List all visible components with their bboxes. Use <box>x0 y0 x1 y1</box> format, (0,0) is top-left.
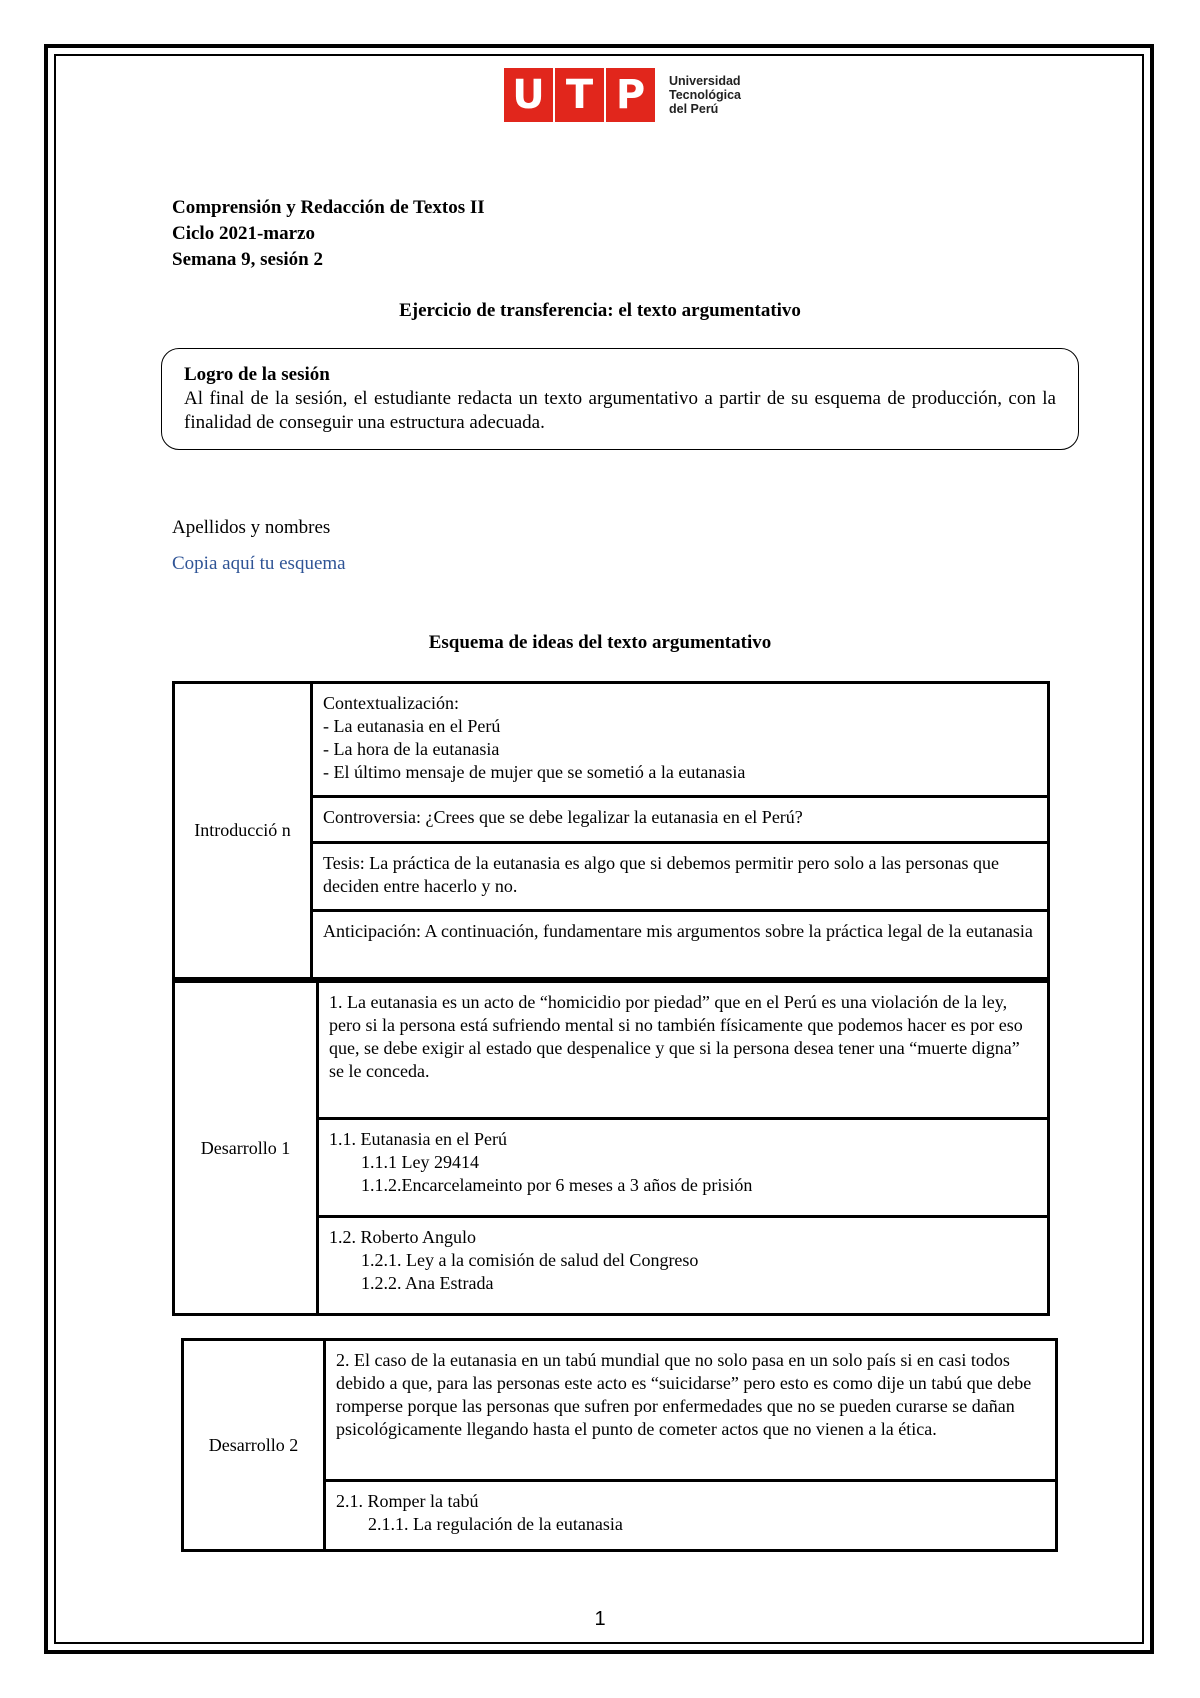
development1-sub2-title: 1.2. Roberto Angulo <box>329 1227 476 1247</box>
session-goal-box <box>161 348 1079 450</box>
development1-sub1-item: 1.1.1 Ley 29414 <box>361 1152 479 1172</box>
student-name-label: Apellidos y nombres <box>172 517 331 538</box>
development1-sub1 <box>318 1119 1049 1217</box>
introduction-label: Introducció n <box>174 683 312 979</box>
logo-line-1: Universidad <box>669 74 741 88</box>
utp-logo <box>504 68 741 122</box>
thesis-cell: Tesis: La práctica de la eutanasia es algo que si debemos permitir pero solo a las personas que deciden entre hacerlo y no. <box>312 843 1049 911</box>
development1-argument: 1. La eutanasia es un acto de “homicidio por piedad” que en el Perú es una violación de la ley, pero si la persona está sufriendo mental si no también físicamente que podemos hacer es por eso que, se debe exigir al estado que despenalice y que si la persona desea tener una “muerte digna” se le conceda. <box>318 982 1049 1119</box>
contextualization-cell: Contextualización: - La eutanasia en el Perú - La hora de la eutanasia - El último mensaje de mujer que se sometió a la eutanasia <box>312 683 1049 797</box>
development1-sub2-item: 1.2.1. Ley a la comisión de salud del Congreso <box>361 1250 699 1270</box>
development1-sub2-item: 1.2.2. Ana Estrada <box>361 1273 494 1293</box>
course-name: Comprensión y Redacción de Textos II <box>172 197 485 218</box>
page-number: 1 <box>594 1608 606 1630</box>
anticipation-cell: Anticipación: A continuación, fundamentare mis argumentos sobre la práctica legal de la eutanasia <box>312 911 1049 979</box>
introduction-table <box>172 681 1050 980</box>
copy-schema-prompt: Copia aquí tu esquema <box>172 553 346 574</box>
logo-university-name <box>669 74 741 116</box>
logo-letter-u: U <box>504 68 553 122</box>
development1-sub1-item: 1.1.2.Encarcelameinto por 6 meses a 3 años de prisión <box>361 1175 753 1195</box>
session-goal-heading: Logro de la sesión <box>184 364 330 385</box>
logo-line-3: del Perú <box>669 102 719 116</box>
cycle-label: Ciclo 2021-marzo <box>172 223 315 244</box>
development2-table <box>181 1338 1058 1552</box>
session-goal-text: Al final de la sesión, el estudiante redacta un texto argumentativo a partir de su esquema de producción, con la finalidad de conseguir una estructura adecuada. <box>184 388 1056 433</box>
development2-sub1 <box>325 1481 1057 1551</box>
controversy-cell: Controversia: ¿Crees que se debe legalizar la eutanasia en el Perú? <box>312 797 1049 843</box>
development1-label: Desarrollo 1 <box>174 982 318 1315</box>
development1-table <box>172 980 1050 1316</box>
logo-letter-p: P <box>606 68 655 122</box>
logo-line-2: Tecnológica <box>669 88 742 102</box>
logo-letter-t: T <box>555 68 604 122</box>
development1-sub1-title: 1.1. Eutanasia en el Perú <box>329 1129 507 1149</box>
page-title: Ejercicio de transferencia: el texto argumentativo <box>399 300 801 321</box>
development2-label: Desarrollo 2 <box>183 1340 325 1551</box>
schema-title: Esquema de ideas del texto argumentativo <box>428 632 772 653</box>
development2-argument: 2. El caso de la eutanasia en un tabú mundial que no solo pasa en un solo país si en casi todos debido a que, para las personas este acto es “suicidarse” pero esto es como dije un tabú que debe romperse porque las personas que sufren por enfermedades que no se pueden curarse se dañan psicológicamente llegando hasta el punto de cometer actos que no vienen a la ética. <box>325 1340 1057 1481</box>
week-session-label: Semana 9, sesión 2 <box>172 249 323 270</box>
development2-sub1-title: 2.1. Romper la tabú <box>336 1491 479 1511</box>
development2-sub1-item: 2.1.1. La regulación de la eutanasia <box>368 1514 623 1534</box>
development1-sub2 <box>318 1217 1049 1315</box>
